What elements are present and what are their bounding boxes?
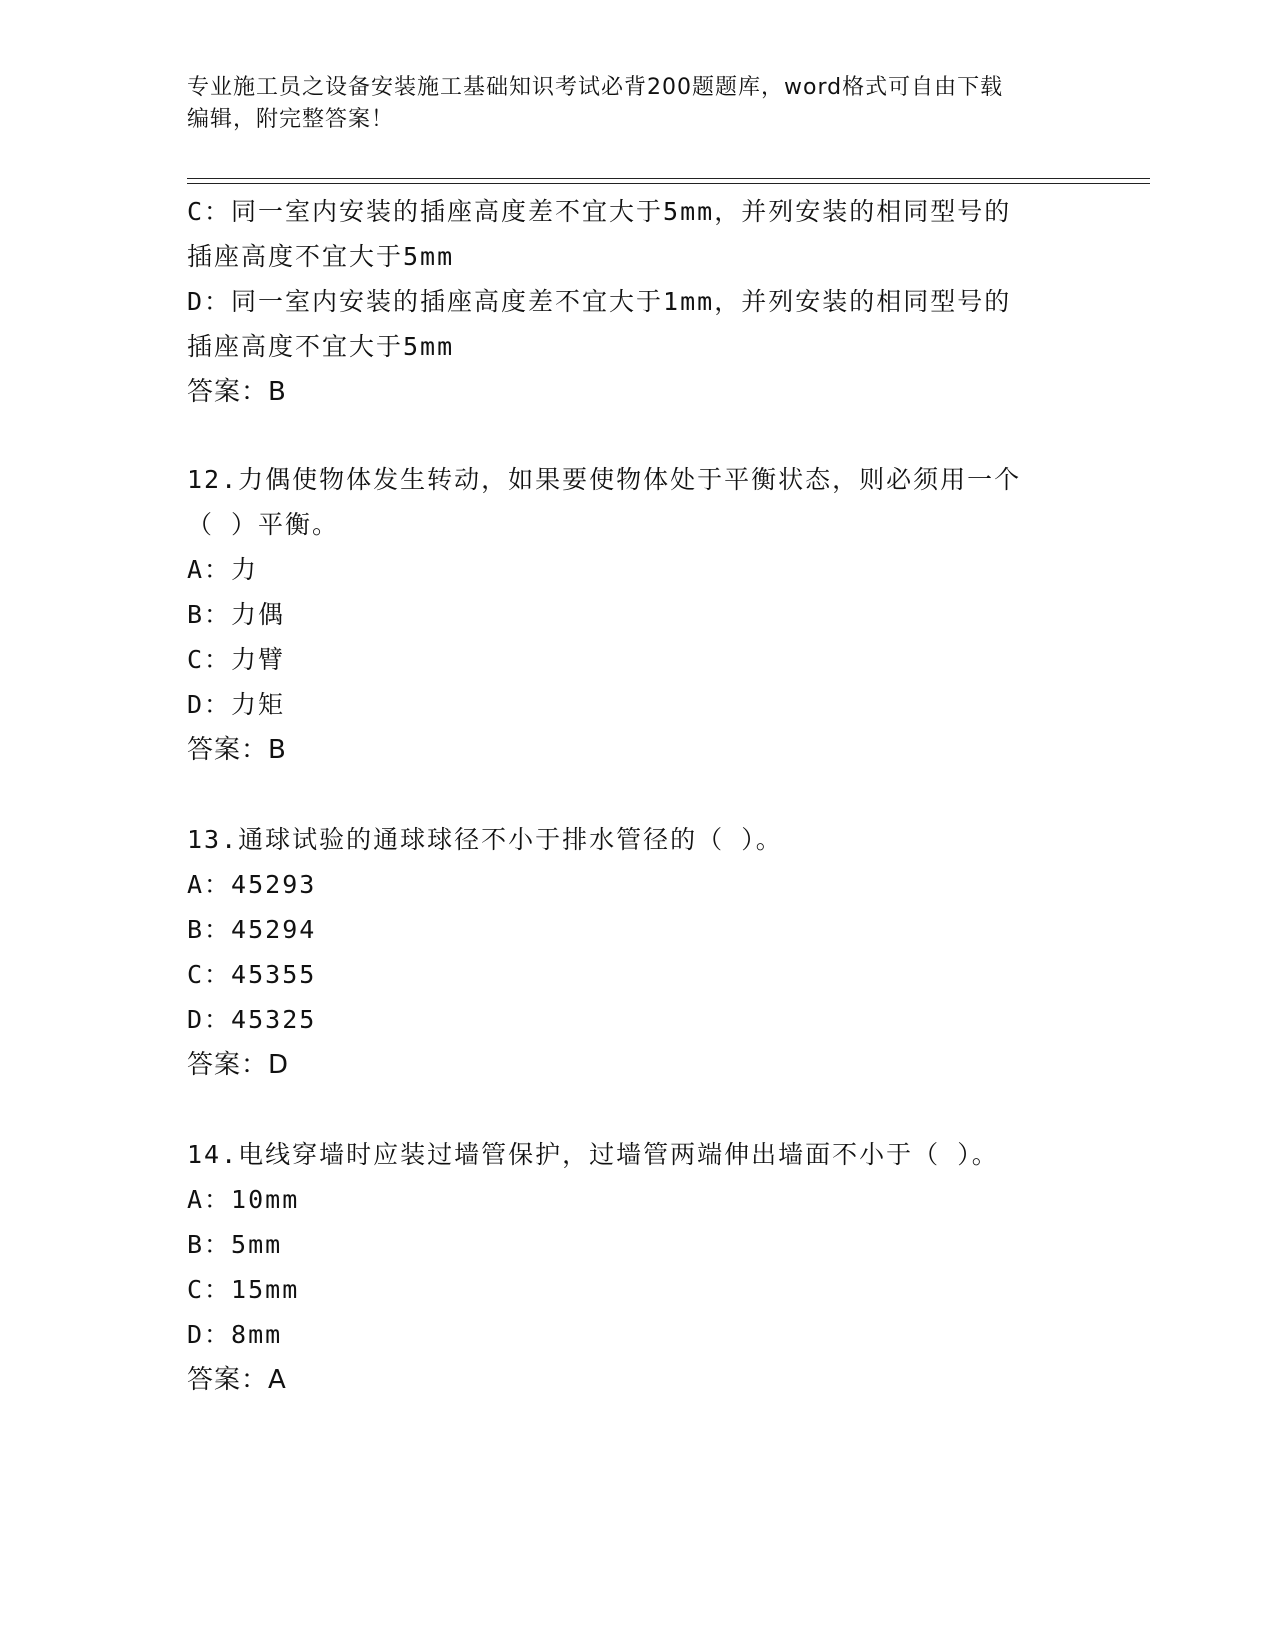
q11-option-c-line-1: C：同一室内安装的插座高度差不宜大于5mm，并列安装的相同型号的: [187, 197, 1012, 226]
q13-option-b: B：45294: [187, 915, 317, 944]
q14-option-a: A：10mm: [187, 1185, 300, 1214]
q11-option-d-line-2: 插座高度不宜大于5mm: [187, 332, 455, 361]
q14-answer: 答案：A: [187, 1365, 287, 1395]
q14-option-c: C：15mm: [187, 1275, 300, 1304]
q12-option-a: A：力: [187, 555, 259, 584]
q13-option-c: C：45355: [187, 960, 317, 989]
q11-option-d-line-1: D：同一室内安装的插座高度差不宜大于1mm，并列安装的相同型号的: [187, 287, 1012, 316]
q11-answer: 答案：B: [187, 377, 287, 407]
q13-option-a: A：45293: [187, 870, 317, 899]
header-title-line-1: 专业施工员之设备安装施工基础知识考试必背200题题库，word格式可自由下载: [187, 75, 1004, 100]
q13-option-d: D：45325: [187, 1005, 317, 1034]
header-title-line-2: 编辑，附完整答案！: [187, 107, 395, 132]
q12-stem-line-2: （ ）平衡。: [187, 510, 340, 539]
document-header: [187, 72, 1087, 136]
q14-option-b: B：5mm: [187, 1230, 283, 1259]
q12-option-d: D：力矩: [187, 690, 286, 719]
header-divider: [187, 178, 1150, 184]
q12-option-b: B：力偶: [187, 600, 286, 629]
q12-stem-line-1: 12.力偶使物体发生转动，如果要使物体处于平衡状态，则必须用一个: [187, 465, 1022, 494]
q13-stem: 13.通球试验的通球球径不小于排水管径的（ ）。: [187, 825, 783, 854]
q11-option-c-line-2: 插座高度不宜大于5mm: [187, 242, 455, 271]
q14-option-d: D：8mm: [187, 1320, 283, 1349]
q12-answer: 答案：B: [187, 735, 287, 765]
q14-stem: 14.电线穿墙时应装过墙管保护，过墙管两端伸出墙面不小于（ ）。: [187, 1140, 999, 1169]
q13-answer: 答案：D: [187, 1050, 290, 1080]
q12-option-c: C：力臂: [187, 645, 286, 674]
